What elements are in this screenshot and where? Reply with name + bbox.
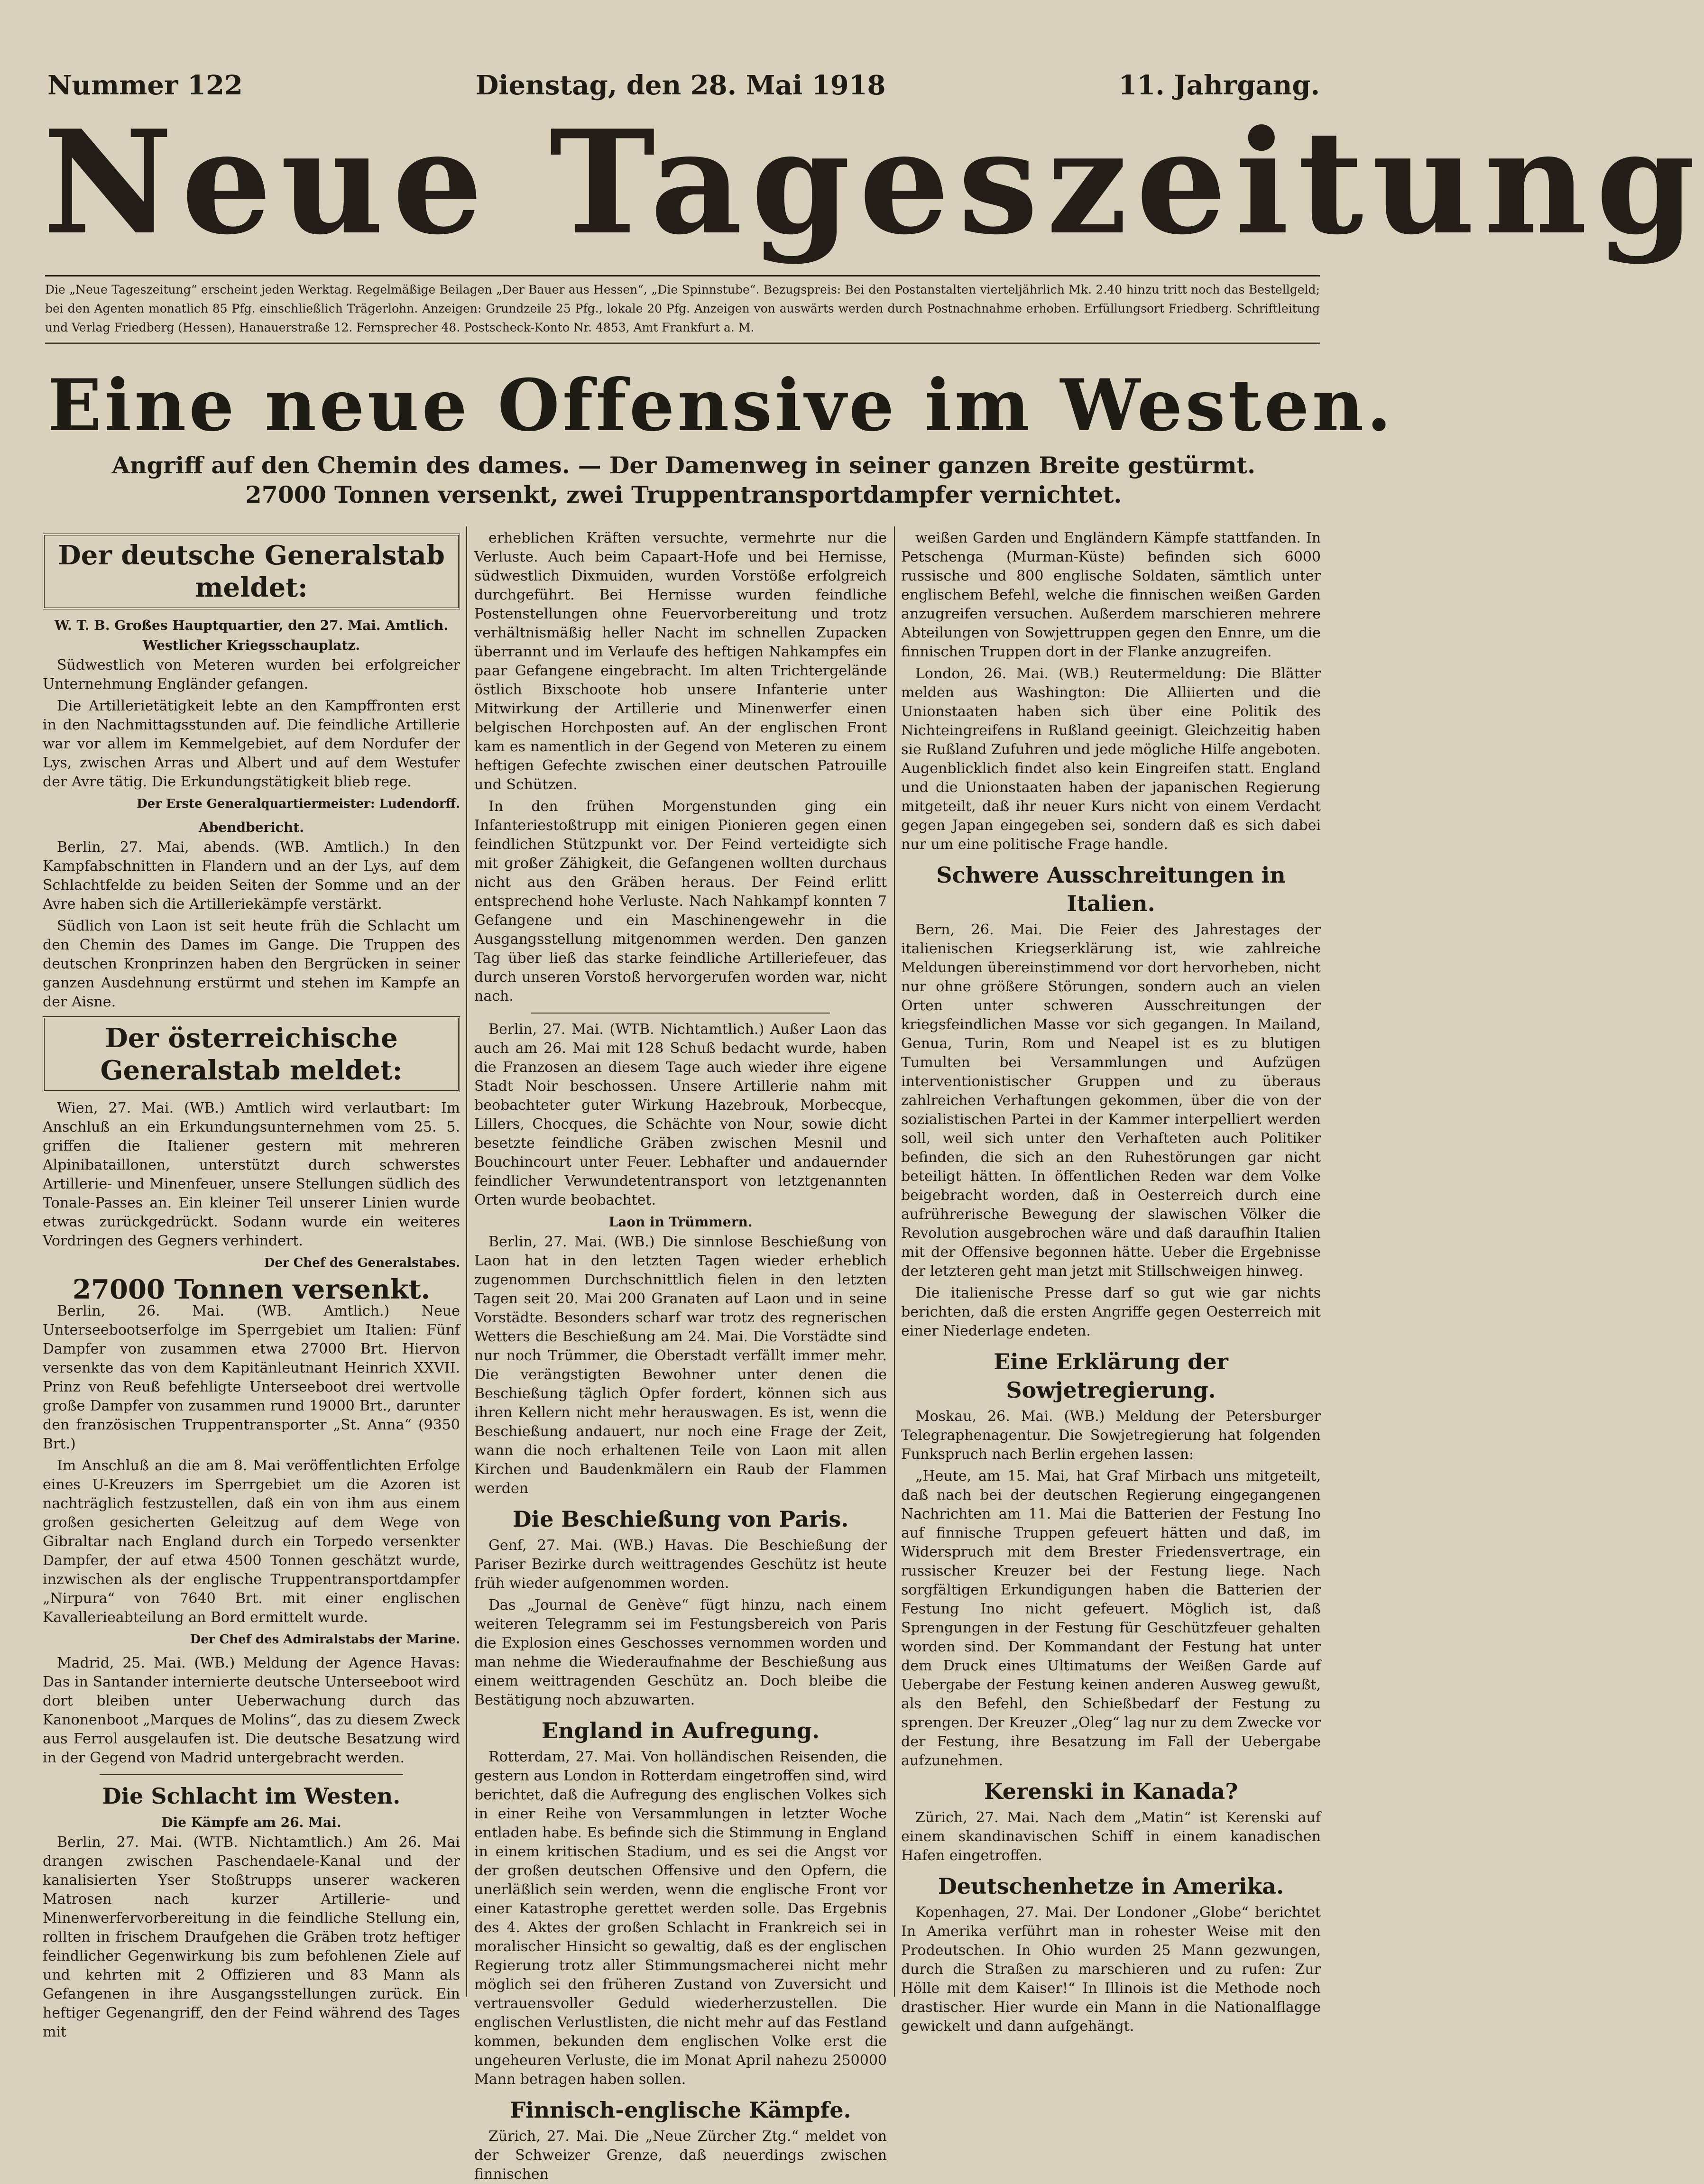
article-paragraph: erheblichen Kräften versuchte, vermehrte nur die Verluste. Auch beim Capaart-Hofe und bei Hernisse, südwestlich Dixmuiden, wurden Vorstöße erfolgreich durchgeführt. Bei Hernisse wurden feindliche Postenstellungen ohne Feuervorbereitung und trotz verhältnismäßig heller Nacht im schnellen Zupacken überrannt und im Verlaufe des heftigen Nahkampfes ein paar Gefangene eingebracht. Im alten Trichtergelände östlich Bixschoote hob unsere Infanterie unter Mitwirkung der Artillerie und Minenwerfer einen belgischen Horchposten auf. An der englischen Front kam es namentlich in der Gegend von Meteren zu einem heftigen Gefechte zwischen einer deutschen Patrouille und Schützen.	[474, 530, 887, 793]
column-3	[901, 529, 1321, 2035]
subheadline	[47, 451, 1320, 517]
wtb-dateline: W. T. B. Großes Hauptquartier, den 27. Mai. Amtlich.	[54, 617, 449, 633]
article-paragraph: weißen Garden und Engländern Kämpfe stattfanden. In Petschenga (Murman-Küste) befinden sich 6000 russische und 800 englische Soldaten, sämtlich unter englischem Befehl, welche die finnischen weißen Garden anzugreifen versuchen. Außerdem marschieren mehrere Abteilungen von Sowjettruppen gegen den Ennre, um die finnischen Truppen dort in der Flanke anzugreifen.	[901, 530, 1321, 660]
separator	[531, 1013, 830, 1014]
section-heading-england: England in Aufregung.	[541, 1718, 820, 1743]
article-paragraph: Südwestlich von Meteren wurden bei erfolgreicher Unternehmung Engländer gefangen.	[43, 657, 460, 692]
article-paragraph: Rotterdam, 27. Mai. Von holländischen Reisenden, die gestern aus London in Rotterdam eingetroffen sind, wird berichtet, daß die Aufregung des englischen Volkes sich in einer Reihe von Versammlungen in letzter Woche entladen habe. Es befinde sich die Stimmung in England in einem kritischen Stadium, und es sei die Angst vor der großen deutschen Offensive und den Opfern, die unerläßlich sein werden, wenn die englische Front vor einer Katastrophe gerettet werden solle. Das Ergebnis des 4. Aktes der großen Schlacht in Frankreich sei in moralischer Hinsicht so gewaltig, daß es der englischen Regierung trotz aller Stimmungsmacherei nicht mehr möglich sei den früheren Zustand von Zuversicht und vertrauensvoller Geduld wiederherzustellen. Die englischen Verlustlisten, die nicht mehr auf das Festland kommen, bekunden dem englischen Volke erst die ungeheuren Verluste, die im Monat April nahezu 250000 Mann betragen haben sollen.	[474, 1749, 887, 2088]
section-heading-battle: Die Schlacht im Westen.	[102, 1783, 401, 1809]
evening-report-heading: Abendbericht.	[199, 820, 304, 835]
article-paragraph: Zürich, 27. Mai. Nach dem „Matin“ ist Kerenski auf einem skandinavischen Schiff in einem kanadischen Hafen eingetroffen.	[901, 1809, 1321, 1864]
article-paragraph: Berlin, 27. Mai, abends. (WB. Amtlich.) In den Kampfabschnitten in Flandern und an der Lys, auf dem Schlachtfelde zu beiden Seiten der Somme und an der Avre haben sich die Artilleriekämpfe verstärkt.	[43, 839, 460, 912]
column-1	[43, 529, 460, 2040]
section-heading-agitation: Deutschenhetze in Amerika.	[938, 1873, 1284, 1899]
article-paragraph: Südlich von Laon ist seit heute früh die Schlacht um den Chemin des Dames im Gange. Die Truppen des deutschen Kronprinzen haben den Bergrücken in seiner ganzen Ausdehnung erstürmt und stehen im Kampfe an der Aisne.	[43, 918, 460, 1010]
box-heading-german-staff: Der deutsche Generalstab meldet:	[43, 534, 460, 609]
signature: Der Chef des Generalstabes.	[264, 1256, 460, 1270]
section-heading-kerenski: Kerenski in Kanada?	[984, 1779, 1238, 1804]
volume: 11. Jahrgang.	[1118, 70, 1320, 101]
box-heading-austrian-staff: Der österreichische Generalstab meldet:	[43, 1016, 460, 1092]
separator	[100, 1774, 403, 1775]
article-paragraph: Berlin, 27. Mai. (WB.) Die sinnlose Beschießung von Laon hat in den letzten Tagen wieder erheblich zugenommen Durchschnittlich fielen in den letzten Tagen seit 20. Mai 200 Granaten auf Laon und in seine Vorstädte. Besonders scharf war trotz des regnerischen Wetters die Beschießung am 24. Mai. Die Vorstädte sind nur noch Trümmer, die Oberstadt verfällt immer mehr. Die verängstigten Bewohner unter denen die Beschießung täglich Opfer fordert, können sich aus ihren Kellern nicht mehr herauswagen. Es ist, wenn die Beschießung andauert, nur noch eine Frage der Zeit, wann die noch erhaltenen Teile von Laon mit allen Kirchen und Baudenkmälern ein Raub der Flammen werden	[474, 1234, 887, 1497]
article-paragraph: Die italienische Presse darf so gut wie gar nichts berichten, daß die ersten Angriffe gegen Oesterreich mit einer Niederlage endeten.	[901, 1285, 1321, 1339]
article-paragraph: Zürich, 27. Mai. Die „Neue Zürcher Ztg.“ meldet von der Schweizer Grenze, daß neuerdings zwischen finnischen	[474, 2128, 887, 2183]
main-headline: Eine neue Offensive im Westen.	[47, 364, 1394, 447]
section-heading-tonnage: 27000 Tonnen versenkt.	[73, 1274, 430, 1305]
article-paragraph: In den frühen Morgenstunden ging ein Infanteriestoßtrupp mit einigen Pionieren gegen einen feindlichen Stützpunkt vor. Der Feind verteidigte sich mit großer Zähigkeit, die Gefangenen wollten durchaus nicht aus den Gräben heraus. Der Feind erlitt entsprechend hohe Verluste. Nach Nahkampf konnten 7 Gefangene und ein Maschinengewehr in die Ausgangsstellung mitgenommen werden. Den ganzen Tag über ließ das starke feindliche Artilleriefeuer, das durch unseren Vorstoß hervorgerufen worden war, nicht nach.	[474, 798, 887, 1004]
article-paragraph: Berlin, 27. Mai. (WTB. Nichtamtlich.) Außer Laon das auch am 26. Mai mit 128 Schuß bedacht wurde, haben die Franzosen an diesem Tage auch wieder ihre eigene Stadt Noir beschossen. Unsere Artillerie nahm mit beobachteter guter Wirkung Hazebrouk, Morbecque, Lillers, Chocques, die Schächte von Nour, sowie dicht besetzte feindliche Gräben zwischen Mesnil und Bouchincourt unter Feuer. Lebhafter und andauernder feindlicher Verwundetentransport von letztgenannten Orten wurde beobachtet.	[474, 1021, 887, 1208]
article-paragraph: London, 26. Mai. (WB.) Reutermeldung: Die Blätter melden aus Washington: Die Alliierten und die Unionstaaten haben sich über eine Politik des Nichteingreifens in Rußland geeinigt. Gleichzeitig haben sie Rußland Zufuhren und jede mögliche Hilfe angeboten. Augenblicklich findet also kein Eingreifen statt. England und die Unionstaaten haben der japanischen Regierung mitgeteilt, daß ihr neuer Kurs nicht von einem Verdacht gegen Japan eingegeben sei, sondern daß es sich dabei nur um eine politische Frage handle.	[901, 665, 1321, 853]
article-paragraph: Berlin, 26. Mai. (WB. Amtlich.) Neue Unterseebootserfolge im Sperrgebiet um Italien: Fünf Dampfer von zusammen etwa 27000 Brt. Hiervon versenkte das von dem Kapitänleutnant Heinrich XXVII. Prinz von Reuß befehligte Unterseeboot drei wertvolle große Dampfer von zusammen rund 19000 Brt., darunter den französischen Truppentransporter „St. Anna“ (9350 Brt.)	[43, 1303, 460, 1452]
column-rule-2	[894, 526, 895, 1997]
article-paragraph: Berlin, 27. Mai. (WTB. Nichtamtlich.) Am 26. Mai drangen zwischen Paschendaele-Kanal und der kanalisierten Yser Stoßtrupps unserer wackeren Matrosen nach kurzer Artillerie- und Minenwerfervorbereitung in die feindliche Stellung ein, rollten in frischem Draufgehen die Gräben trotz heftiger feindlicher Gegenwirkung bis zum befohlenen Ziele auf und kehrten mit 2 Offizieren und 83 Mann als Gefangenen in ihre Ausgangsstellungen zurück. Ein heftiger Gegenangriff, den der Feind während des Tages mit	[43, 1834, 460, 2040]
section-heading-finnish: Finnisch-englische Kämpfe.	[510, 2097, 851, 2123]
newspaper-title: Neue Tageszeitung	[43, 99, 1704, 266]
article-paragraph: Genf, 27. Mai. (WB.) Havas. Die Beschießung der Pariser Bezirke durch weittragendes Geschütz ist heute früh wieder aufgenommen worden.	[474, 1537, 887, 1592]
signature: Der Erste Generalquartiermeister: Ludendorff.	[137, 797, 460, 811]
subheadline-1: Angriff auf den Chemin des dames. — Der Damenweg in seiner ganzen Breite gestürmt.	[111, 452, 1256, 479]
section-heading-italy: Schwere Ausschreitungen in Italien.	[936, 862, 1286, 916]
subheadline-2: 27000 Tonnen versenkt, zwei Truppentransportdampfer vernichtet.	[245, 481, 1122, 508]
article-paragraph: Die Artillerietätigkeit lebte an den Kampffronten erst in den Nachmittagsstunden auf. Die feindliche Artillerie war vor allem im Kemmelgebiet, auf dem Nordufer der Lys, zwischen Arras und Albert und auf dem Westufer der Avre tätig. Die Erkundungstätigkeit blieb rege.	[43, 698, 460, 790]
article-paragraph: „Heute, am 15. Mai, hat Graf Mirbach uns mitgeteilt, daß nach bei der deutschen Regierung eingegangenen Nachrichten am 11. Mai die Batterien der Festung Ino auf finnische Truppen gefeuert hätten und daß, im Widerspruch mit dem Brester Friedensvertrage, ein russischer Kreuzer bei der Festung liege. Nach sorgfältigen Erkundigungen haben die Batterien der Festung Ino nicht gefeuert. Möglich ist, daß Sprengungen in der Festung für Geschützfeuer gehalten worden sind. Der Kommandant der Festung hat unter dem Druck eines Ultimatums der Weißen Garde auf Uebergabe der Festung keinen anderen Ausweg gewußt, als den Befehl, den Schießbedarf der Festung zu sprengen. Der Kreuzer „Oleg“ lag nur zu dem Zwecke vor der Festung, ihre Besatzung im Fall der Uebergabe aufzunehmen.	[901, 1468, 1321, 1769]
issue-date: Dienstag, den 28. Mai 1918	[475, 70, 886, 101]
article-paragraph: Moskau, 26. Mai. (WB.) Meldung der Petersburger Telegraphenagentur. Die Sowjetregierung hat folgenden Funkspruch nach Berlin ergehen lassen:	[901, 1408, 1321, 1463]
article-paragraph: Das „Journal de Genève“ fügt hinzu, nach einem weiteren Telegramm sei im Festungsbereich von Paris die Explosion eines Geschosses vernommen worden und man nehme die Wiederaufnahme der Beschießung aus einem weittragenden Geschütz an. Doch bleibe die Bestätigung noch abzuwarten.	[474, 1597, 887, 1708]
publisher-info: Die „Neue Tageszeitung“ erscheint jeden Werktag. Regelmäßige Beilagen „Der Bauer aus Hessen“, „Die Spinnstube“. Bezugspreis: Bei den Postanstalten vierteljährlich Mk. 2.40 hinzu tritt noch das Bestellgeld; bei den Agenten monatlich 85 Pfg. einschließlich Trägerlohn. Anzeigen: Grundzeile 25 Pfg., lokale 20 Pfg. Anzeigen von auswärts werden durch Postnachnahme erhoben. Erfüllungsort Friedberg. Schriftleitung und Verlag Friedberg (Hessen), Hanauerstraße 12. Fernsprecher 48. Postscheck-Konto Nr. 4853, Amt Frankfurt a. M.	[45, 275, 1320, 344]
subheading-battles-may-26: Die Kämpfe am 26. Mai.	[161, 1815, 341, 1830]
western-theatre: Westlicher Kriegsschauplatz.	[142, 637, 360, 653]
section-heading-soviet: Eine Erklärung der Sowjetregierung.	[994, 1349, 1228, 1403]
section-heading-paris: Die Beschießung von Paris.	[512, 1506, 849, 1532]
article-paragraph: Wien, 27. Mai. (WB.) Amtlich wird verlautbart: Im Anschluß an ein Erkundungsunternehmen vom 25. 5. griffen die Italiener gestern mit mehreren Alpinibataillonen, unterstützt durch schwerstes Artillerie- und Minenfeuer, unsere Stellungen südlich des Tonale-Passes an. Ein kleiner Teil unserer Linien wurde etwas zurückgedrückt. Sodann wurde ein weiteres Vordringen des Gegners verhindert.	[43, 1100, 460, 1249]
subheading-laon: Laon in Trümmern.	[608, 1214, 753, 1230]
article-paragraph: Madrid, 25. Mai. (WB.) Meldung der Agence Havas: Das in Santander internierte deutsche Unterseeboot wird dort bleiben unter Ueberwachung durch das Kanonenboot „Marques de Molins“, das zu diesem Zweck aus Ferrol ausgelaufen ist. Die deutsche Besatzung wird in der Gegend von Madrid untergebracht werden.	[43, 1655, 460, 1766]
column-rule-1	[466, 526, 467, 1997]
signature: Der Chef des Admiralstabs der Marine.	[190, 1632, 460, 1647]
article-paragraph: Kopenhagen, 27. Mai. Der Londoner „Globe“ berichtet In Amerika verführt man in rohester Weise mit den Prodeutschen. In Ohio wurden 25 Mann gezwungen, durch die Straßen zu marschieren und zu rufen: Zur Hölle mit dem Kaiser!“ In Illinois ist die Methode noch drastischer. Hier wurde ein Mann in die Nationalflagge gewickelt und dann aufgehängt.	[901, 1904, 1321, 2035]
article-paragraph: Bern, 26. Mai. Die Feier des Jahrestages der italienischen Kriegserklärung ist, wie zahlreiche Meldungen übereinstimmend vor dort hervorheben, nicht nur ohne größere Störungen, sondern auch an vielen Orten unter schweren Ausschreitungen der kriegsfeindlichen Masse vor sich gegangen. In Mailand, Genua, Turin, Rom und Neapel ist es zu blutigen Tumulten bei Versammlungen und Aufzügen interventionistischer Gruppen und zu überaus zahlreichen Verhaftungen gekommen, über die von der sozialistischen Partei in der Kammer interpelliert werden soll, weil sich unter den Verhafteten auch Politiker befinden, die sich an den Ruhestörungen gar nicht beteiligt hätten. In öffentlichen Reden war dem Volke beigebracht worden, daß in Oesterreich durch eine aufrührerische Bewegung der slawischen Völker die Revolution ausgebrochen wäre und daß daraufhin Italien mit der Offensive begonnen hätte. Ueber die Ergebnisse der letzteren geht man jetzt mit Stillschweigen hinweg.	[901, 922, 1321, 1280]
article-paragraph: Im Anschluß an die am 8. Mai veröffentlichten Erfolge eines U-Kreuzers im Sperrgebiet um die Azoren ist nachträglich festzustellen, daß ein von ihm aus einem großen gesicherten Geleitzug auf dem Wege von Gibraltar nach England durch ein Torpedo versenkter Dampfer, der auf etwa 4500 Tonnen geschätzt wurde, inzwischen als der englische Truppentransportdampfer „Nirpura“ von 7640 Brt. mit einer englischen Kavallerieabteilung an Bord ermittelt wurde.	[43, 1457, 460, 1626]
issue-number: Nummer 122	[47, 70, 243, 101]
column-2	[474, 529, 887, 2183]
